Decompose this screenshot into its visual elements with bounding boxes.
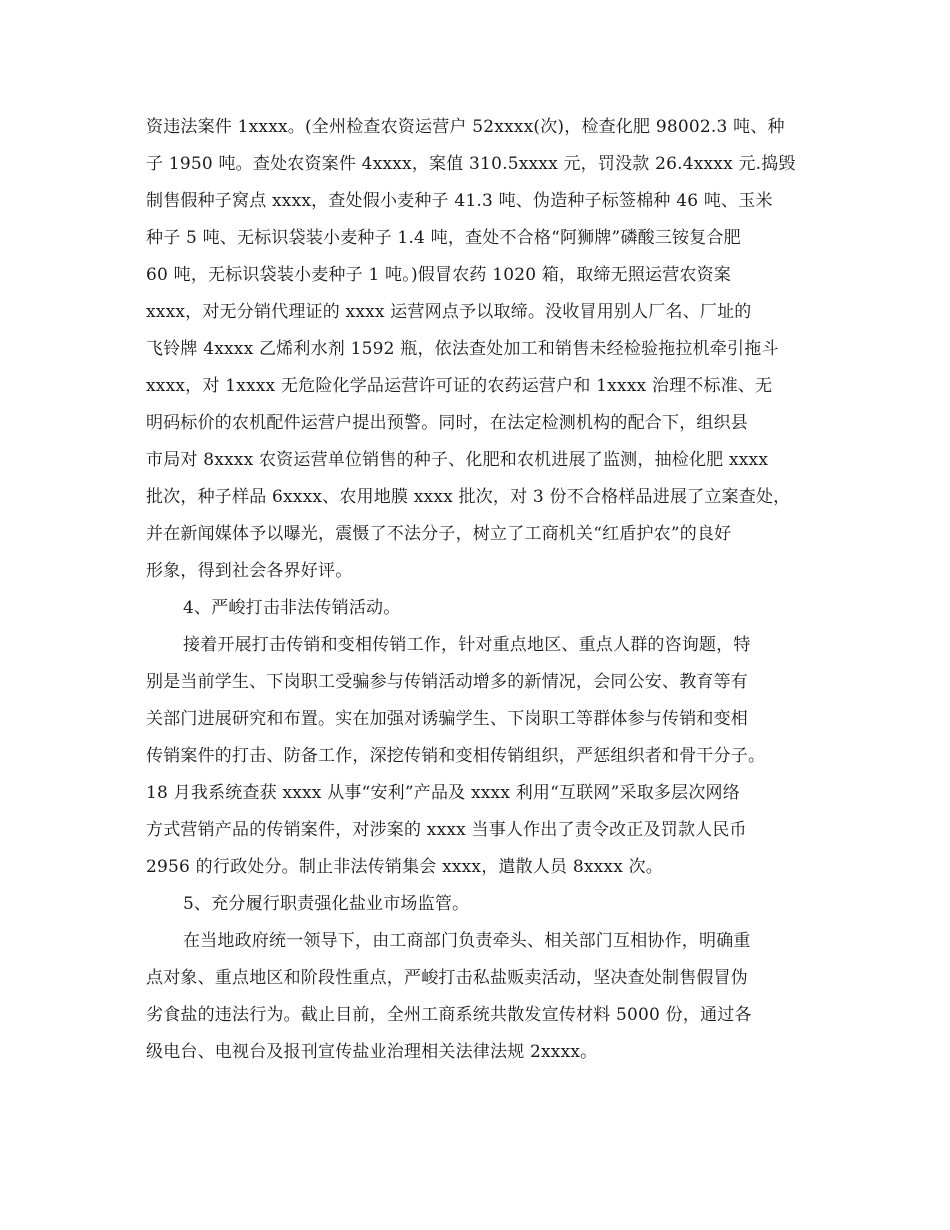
section-heading: 4、严峻打击非法传销活动。 [183,598,401,618]
text-line: 形象，得到社会各界好评。 [146,561,353,581]
text-line: 60 吨，无标识袋装小麦种子 1 吨。)假冒农药 1020 箱，取缔无照运营农资案 [146,265,732,285]
text-line: 在当地政府统一领导下，由工商部门负责牵头、相关部门互相协作，明确重 [183,931,751,951]
text-line: 市局对 8xxxx 农资运营单位销售的种子、化肥和农机进展了监测，抽检化肥 xxxx [146,450,769,470]
text-line: xxxx，对无分销代理证的 xxxx 运营网点予以取缔。没收冒用别人厂名、厂址的 [146,302,752,322]
text-line: 传销案件的打击、防备工作，深挖传销和变相传销组织，严惩组织者和骨干分子。 [146,746,766,766]
text-line: 点对象、重点地区和阶段性重点，严峻打击私盐贩卖活动，坚决查处制售假冒伪 [146,968,748,988]
text-line: 子 1950 吨。查处农资案件 4xxxx，案值 310.5xxxx 元，罚没款 26.4xxxx 元.捣毁 [146,154,796,174]
text-line: 18 月我系统查获 xxxx 从事“安利”产品及 xxxx 利用“互联网”采取多层次网络 [146,783,740,803]
text-line: 劣食盐的违法行为。截止目前，全州工商系统共散发宣传材料 5000 份，通过各 [146,1005,752,1025]
text-line: 飞铃牌 4xxxx 乙烯利水剂 1592 瓶，依法查处加工和销售未经检验拖拉机牵引拖斗 [146,339,779,359]
text-line: 并在新闻媒体予以曝光，震慑了不法分子，树立了工商机关“红盾护农”的良好 [146,524,732,544]
section-heading: 5、充分履行职责强化盐业市场监管。 [183,894,470,914]
text-line: 接着开展打击传销和变相传销工作，针对重点地区、重点人群的咨询题，特 [183,635,751,655]
text-line: 明码标价的农机配件运营户提出预警。同时，在法定检测机构的配合下，组织县 [146,413,748,433]
text-line: 制售假种子窝点 xxxx，查处假小麦种子 41.3 吨、伪造种子标签棉种 46 吨、玉米 [146,191,773,211]
text-line: 方式营销产品的传销案件，对涉案的 xxxx 当事人作出了责令改正及罚款人民币 [146,820,747,840]
text-line: 种子 5 吨、无标识袋装小麦种子 1.4 吨，查处不合格“阿狮牌”磷酸三铵复合肥 [146,228,741,248]
text-line: 资违法案件 1xxxx。(全州检查农资运营户 52xxxx(次)，检查化肥 98002.3 吨、种 [146,117,785,137]
text-line: xxxx，对 1xxxx 无危险化学品运营许可证的农药运营户和 1xxxx 治理不标准、无 [146,376,773,396]
text-line: 批次，种子样品 6xxxx、农用地膜 xxxx 批次，对 3 份不合格样品进展了立案查处， [146,487,791,507]
text-line: 2956 的行政处分。制止非法传销集会 xxxx，遣散人员 8xxxx 次。 [146,857,663,877]
text-line: 别是当前学生、下岗职工受骗参与传销活动增多的新情况，会同公安、教育等有 [146,672,748,692]
text-line: 级电台、电视台及报刊宣传盐业治理相关法律法规 2xxxx。 [146,1042,598,1062]
text-line: 关部门进展研究和布置。实在加强对诱骗学生、下岗职工等群体参与传销和变相 [146,709,748,729]
